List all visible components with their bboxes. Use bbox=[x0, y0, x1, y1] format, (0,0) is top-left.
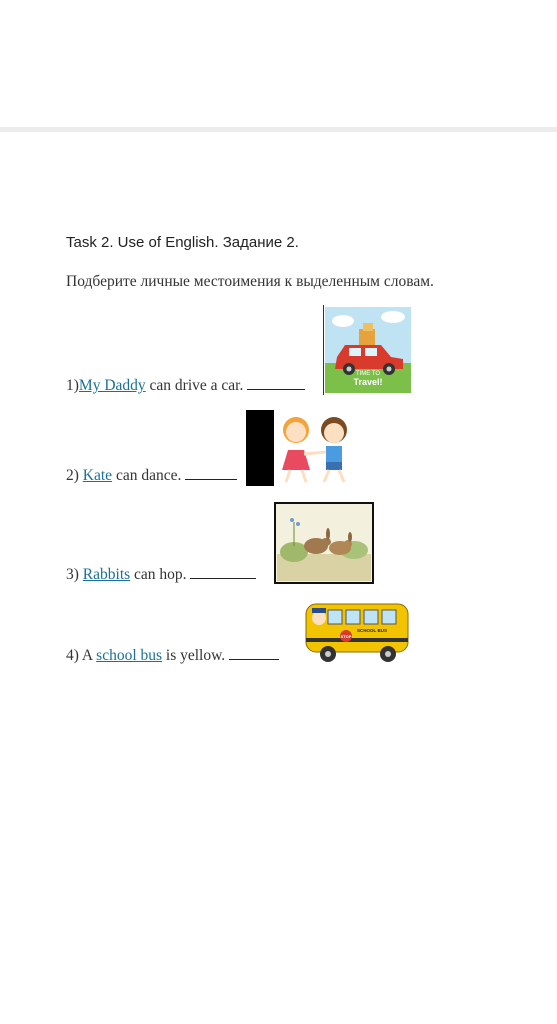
rabbits-picture bbox=[274, 502, 374, 584]
item-text: can dance. bbox=[112, 467, 186, 484]
answer-blank[interactable] bbox=[190, 566, 256, 579]
exercise-item-3 bbox=[66, 566, 256, 584]
item-text: is yellow. bbox=[162, 647, 230, 664]
exercise-item-4 bbox=[66, 647, 279, 665]
page-divider bbox=[0, 127, 557, 132]
task-instruction: Подберите личные местоимения к выделенным словам. bbox=[66, 273, 434, 290]
picture-label: SCHOOL BUS bbox=[357, 628, 387, 633]
item-number: 3) bbox=[66, 566, 83, 583]
picture-label: Travel! bbox=[353, 377, 383, 387]
highlighted-word[interactable]: My Daddy bbox=[78, 377, 146, 394]
exercise-item-1 bbox=[66, 377, 305, 395]
picture-label: TIME TO bbox=[355, 371, 381, 377]
answer-blank[interactable] bbox=[247, 377, 305, 390]
item-text: can drive a car. bbox=[145, 377, 248, 394]
picture-label: STOP bbox=[340, 634, 352, 639]
highlighted-word[interactable]: Kate bbox=[82, 467, 113, 484]
task-title: Task 2. Use of English. Задание 2. bbox=[66, 234, 299, 251]
item-number: 1) bbox=[66, 377, 79, 394]
highlighted-word[interactable]: school bus bbox=[96, 647, 163, 664]
car-travel-picture bbox=[323, 305, 413, 395]
exercise-item-2 bbox=[66, 467, 237, 485]
school-bus-picture bbox=[300, 598, 412, 666]
answer-blank[interactable] bbox=[185, 467, 237, 480]
item-text: can hop. bbox=[130, 566, 191, 583]
answer-blank[interactable] bbox=[229, 647, 279, 660]
dancing-children-picture bbox=[274, 410, 356, 486]
item-number: 2) bbox=[66, 467, 83, 484]
black-bar bbox=[246, 410, 274, 486]
highlighted-word[interactable]: Rabbits bbox=[82, 566, 131, 583]
item-number: 4) A bbox=[66, 647, 97, 664]
